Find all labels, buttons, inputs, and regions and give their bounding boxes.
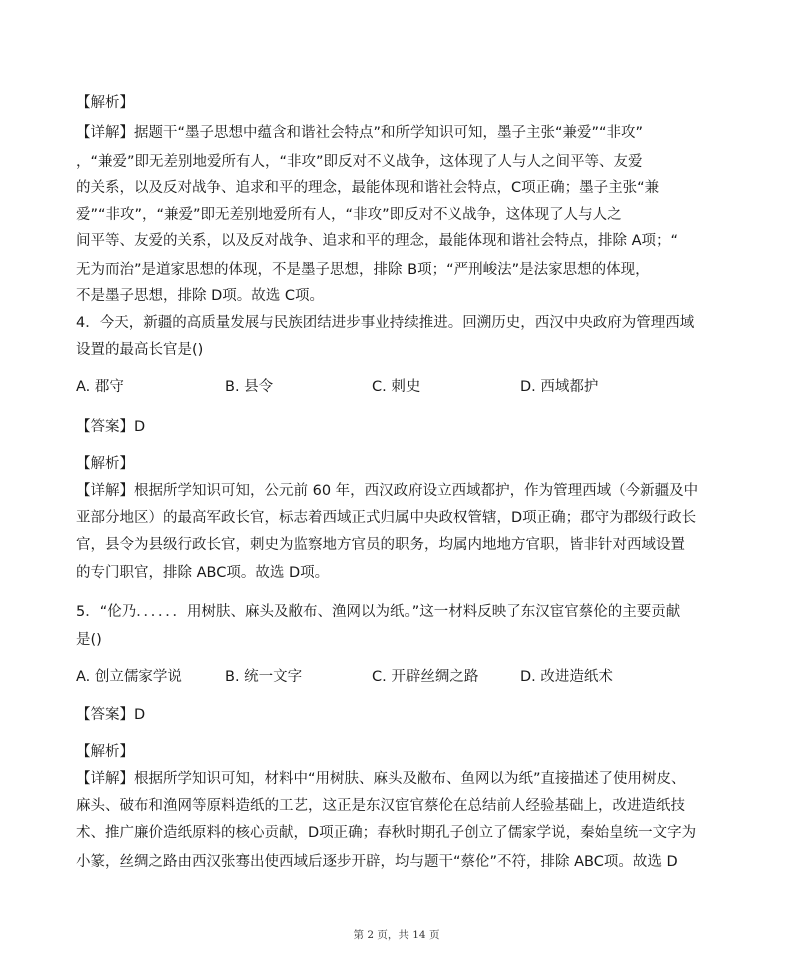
q5-option-c: C. 开辟丝绸之路 xyxy=(372,669,479,685)
q4-option-d: D. 西域都护 xyxy=(520,379,599,395)
q5-stem-line-1: 5．“伦乃．．．．．．用树肤、麻头及敝布、渔网以为纸。”这一材料反映了东汉宦官蔡伦的主要贡献 xyxy=(76,604,681,620)
q5-option-d: D. 改进造纸术 xyxy=(520,669,613,685)
q4-explanation-line-3: 官，县令为县级行政长官，刺史为监察地方官员的职务，均属内地地方官职，皆非针对西域设置 xyxy=(76,537,685,553)
q3-jiexi-label: 【解析】 xyxy=(76,95,134,111)
q4-jiexi-label: 【解析】 xyxy=(76,456,134,472)
q4-explanation-line-1: 【详解】根据所学知识可知，公元前 60 年，西汉政府设立西域都护，作为管理西域（今新疆及中 xyxy=(76,483,699,499)
q4-option-b: B. 县令 xyxy=(225,379,274,395)
q3-explanation-line-3: 的关系，以及反对战争、追求和平的理念，最能体现和谐社会特点，C项正确；墨子主张“兼 xyxy=(76,180,660,196)
q5-stem-line-2: 是() xyxy=(76,632,102,648)
q5-answer: 【答案】D xyxy=(76,707,146,723)
q4-option-a: A. 郡守 xyxy=(76,379,124,395)
q5-explanation-line-2: 麻头、破布和渔网等原料造纸的工艺，这正是东汉宦官蔡伦在总结前人经验基础上，改进造纸技 xyxy=(76,798,685,814)
q4-explanation-line-2: 亚部分地区）的最高军政长官，标志着西域正式归属中央政权管辖，D项正确；郡守为郡级行政长 xyxy=(76,510,697,526)
q5-explanation-line-3: 术、推广廉价造纸原料的核心贡献，D项正确；春秋时期孔子创立了儒家学说，秦始皇统一文字为 xyxy=(76,825,697,841)
q5-option-a: A. 创立儒家学说 xyxy=(76,669,182,685)
q4-stem-line-1: 4．今天，新疆的高质量发展与民族团结进步事业持续推进。回溯历史，西汉中央政府为管理西域 xyxy=(76,315,695,331)
q5-explanation-line-1: 【详解】根据所学知识可知，材料中“用树肤、麻头及敝布、鱼网以为纸”直接描述了使用树皮、 xyxy=(76,771,686,787)
page-number-footer: 第 2 页，共 14 页 xyxy=(353,929,440,941)
q3-explanation-line-1: 【详解】据题干“墨子思想中蕴含和谐社会特点”和所学知识可知，墨子主张“兼爱”“非攻” xyxy=(76,125,644,141)
q3-explanation-line-4: 爱”“非攻”，“兼爱”即无差别地爱所有人，“非攻”即反对不义战争，这体现了人与人之 xyxy=(76,207,622,223)
q3-explanation-line-7: 不是墨子思想，排除 D项。故选 C项。 xyxy=(76,288,325,304)
q4-stem-line-2: 设置的最高长官是() xyxy=(76,342,204,358)
q5-explanation-line-4: 小篆，丝绸之路由西汉张骞出使西域后逐步开辟，均与题干“蔡伦”不符，排除 ABC项。故选 D xyxy=(76,854,678,870)
q5-option-b: B. 统一文字 xyxy=(225,669,303,685)
q4-option-c: C. 刺史 xyxy=(372,379,421,395)
q3-explanation-line-2: ，“兼爱”即无差别地爱所有人，“非攻”即反对不义战争，这体现了人与人之间平等、友爱 xyxy=(76,154,643,170)
q5-jiexi-label: 【解析】 xyxy=(76,744,134,760)
q3-explanation-line-5: 间平等、友爱的关系，以及反对战争、追求和平的理念，最能体现和谐社会特点，排除 A项；“ xyxy=(76,233,679,249)
q4-answer: 【答案】D xyxy=(76,419,146,435)
q4-explanation-line-4: 的专门职官，排除 ABC项。故选 D项。 xyxy=(76,565,330,581)
q3-explanation-line-6: 无为而治”是道家思想的体现，不是墨子思想，排除 B项；“严刑峻法”是法家思想的体现， xyxy=(76,262,650,278)
